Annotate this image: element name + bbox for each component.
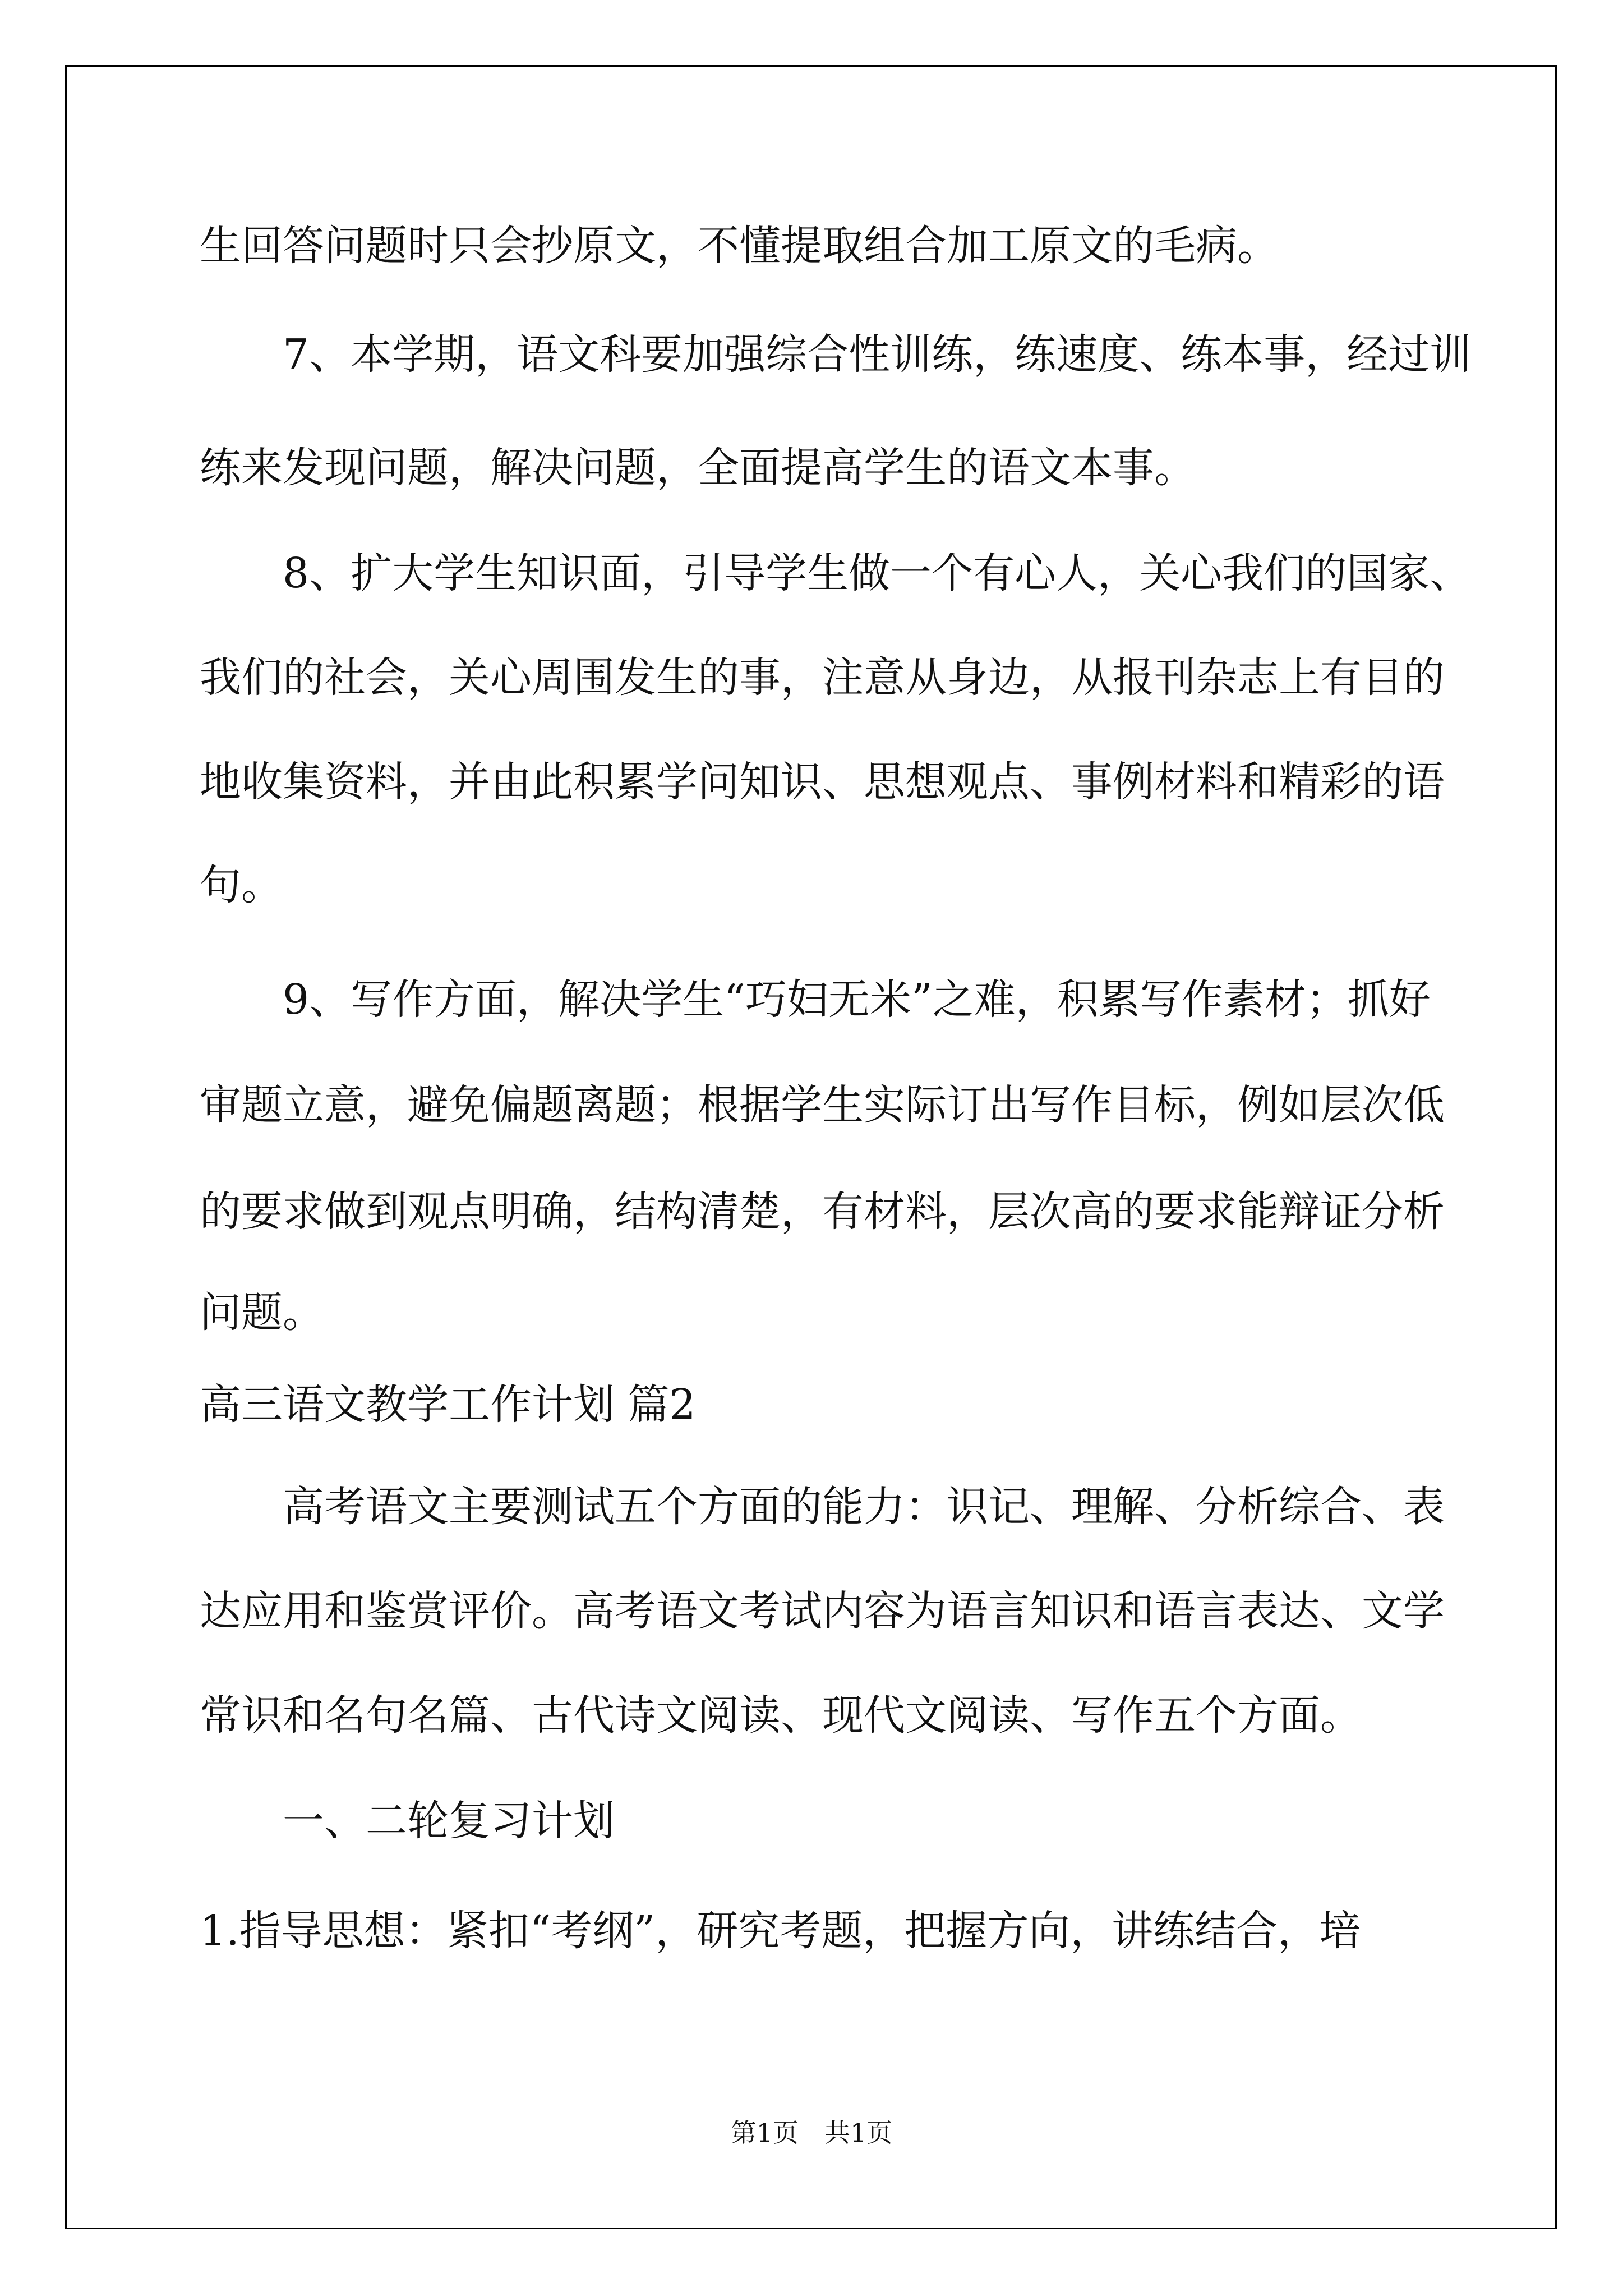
text-line: 生回答问题时只会抄原文，不懂提取组合加工原文的毛病。: [200, 222, 1279, 270]
text-line: 的要求做到观点明确，结构清楚，有材料，层次高的要求能辩证分析: [200, 1188, 1445, 1236]
text-line: 9、写作方面，解决学生“巧妇无米”之难，积累写作素材；抓好: [283, 976, 1431, 1024]
text-line: 高考语文主要测试五个方面的能力：识记、理解、分析综合、表: [283, 1483, 1445, 1531]
text-line: 1.指导思想：紧扣“考纲”，研究考题，把握方向，讲练结合，培: [200, 1907, 1361, 1955]
subsection-heading: 一、二轮复习计划: [283, 1797, 615, 1845]
page-footer: 第1页 共1页: [730, 2118, 893, 2148]
section-heading: 高三语文教学工作计划 篇2: [200, 1381, 696, 1429]
text-line: 问题。: [200, 1289, 324, 1337]
text-line: 常识和名句名篇、古代诗文阅读、现代文阅读、写作五个方面。: [200, 1691, 1362, 1740]
text-line: 8、扩大学生知识面，引导学生做一个有心人，关心我们的国家、: [283, 549, 1472, 597]
text-line: 我们的社会，关心周围发生的事，注意从身边，从报刊杂志上有目的: [200, 654, 1445, 702]
text-line: 7、本学期，语文科要加强综合性训练，练速度、练本事，经过训: [283, 330, 1472, 379]
text-line: 审题立意，避免偏题离题；根据学生实际订出写作目标，例如层次低: [200, 1081, 1445, 1129]
text-line: 练来发现问题，解决问题，全面提高学生的语文本事。: [200, 444, 1196, 492]
text-line: 地收集资料，并由此积累学问知识、思想观点、事例材料和精彩的语: [200, 758, 1445, 806]
text-line: 达应用和鉴赏评价。高考语文考试内容为语言知识和语言表达、文学: [200, 1587, 1445, 1635]
text-line: 句。: [200, 861, 283, 909]
